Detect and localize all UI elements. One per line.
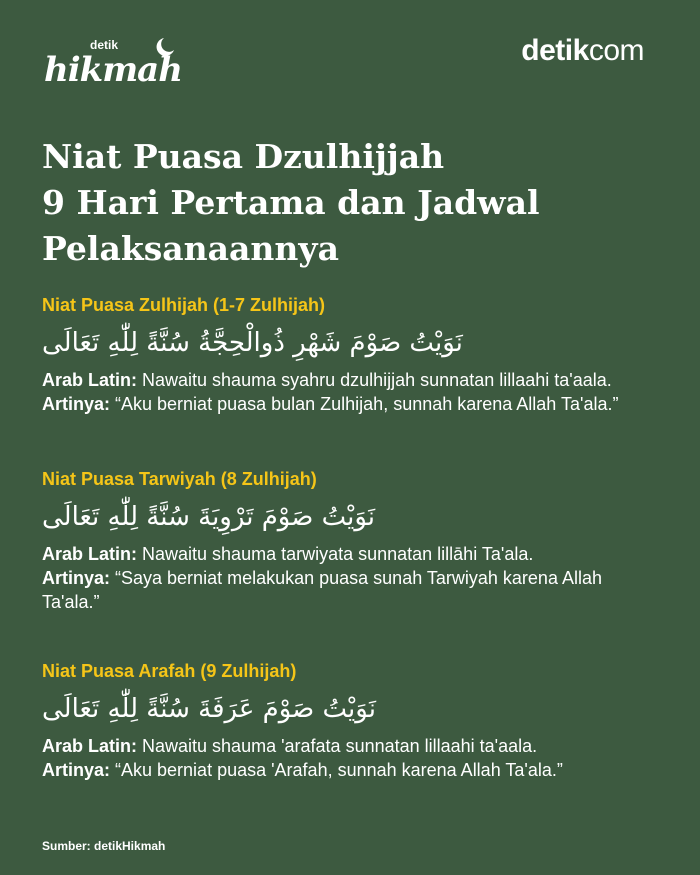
section-zulhijah (42, 294, 682, 416)
arab-latin-label: Arab Latin: (42, 544, 138, 564)
section-heading: Niat Puasa Arafah (9 Zulhijah) (42, 661, 297, 681)
arab-latin-text: Nawaitu shauma 'arafata sunnatan lillaahi ta'aala. (137, 736, 538, 756)
title-line-1: Niat Puasa Dzulhijjah (42, 137, 445, 176)
arab-latin-label: Arab Latin: (42, 736, 138, 756)
meaning-text: “Aku berniat puasa 'Arafah, sunnah karena Allah Ta'ala.” (110, 760, 563, 780)
logo-big-text: hikmah (44, 50, 182, 90)
section-heading: Niat Puasa Tarwiyah (8 Zulhijah) (42, 469, 317, 489)
meaning-line (42, 392, 682, 416)
meaning-label: Artinya: (42, 760, 111, 780)
page-title (42, 134, 662, 272)
arab-latin-line (42, 368, 682, 392)
meaning-label: Artinya: (42, 568, 111, 588)
source-credit: Sumber: detikHikmah (42, 839, 166, 853)
section-tarwiyah (42, 468, 682, 614)
meaning-line (42, 758, 682, 782)
meaning-text: “Saya berniat melakukan puasa sunah Tarwiyah karena Allah Ta'ala.” (42, 568, 602, 612)
title-line-3: Pelaksanaannya (42, 229, 339, 268)
meaning-text: “Aku berniat puasa bulan Zulhijah, sunnah karena Allah Ta'ala.” (110, 394, 619, 414)
logo-right-bold: detik (521, 34, 589, 67)
arab-latin-text: Nawaitu shauma syahru dzulhijjah sunnatan lillaahi ta'aala. (137, 370, 612, 390)
arab-latin-line (42, 542, 642, 566)
meaning-label: Artinya: (42, 394, 111, 414)
arabic-niat-text: نَوَيْتُ صَوْمَ تَرْوِيَةَ سُنَّةً لِلّٰهِ تَعَالَى (42, 502, 376, 532)
detikhikmah-logo (44, 36, 194, 100)
arab-latin-label: Arab Latin: (42, 370, 138, 390)
section-arafah (42, 660, 682, 782)
detikcom-logo (521, 34, 644, 68)
arabic-niat-text: نَوَيْتُ صَوْمَ عَرَفَةَ سُنَّةً لِلّٰهِ تَعَالَى (42, 694, 376, 724)
logo-small-text: detik (90, 38, 119, 52)
arab-latin-text: Nawaitu shauma tarwiyata sunnatan lillāhi Ta'ala. (137, 544, 534, 564)
meaning-line (42, 566, 642, 614)
section-heading: Niat Puasa Zulhijah (1-7 Zulhijah) (42, 295, 326, 315)
arabic-niat-text: نَوَيْتُ صَوْمَ شَهْرِ ذُوالْحِجَّةُ سُنَّةً لِلّٰهِ تَعَالَى (42, 328, 463, 358)
logo-right-thin: com (588, 34, 644, 67)
title-line-2: 9 Hari Pertama dan Jadwal (42, 183, 540, 222)
arab-latin-line (42, 734, 682, 758)
